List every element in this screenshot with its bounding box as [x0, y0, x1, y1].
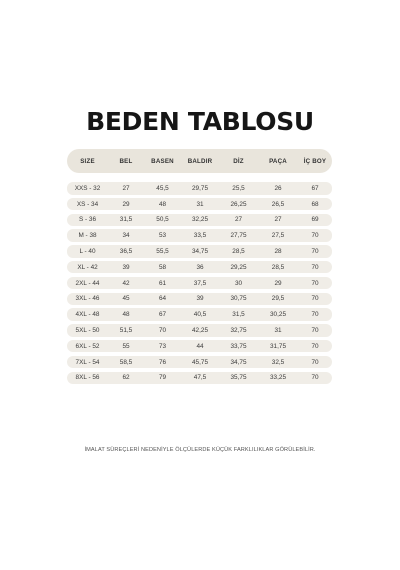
- measurement-cell: 31: [274, 326, 282, 334]
- column-header-size: SIZE: [80, 157, 95, 165]
- measurement-cell: 73: [158, 342, 167, 350]
- measurement-cell: 34,75: [230, 358, 247, 366]
- measurement-cell: 26,5: [271, 200, 285, 208]
- measurement-cell: 32,75: [230, 326, 247, 334]
- measurement-cell: 70: [311, 295, 319, 303]
- measurement-cell: 28,5: [232, 247, 245, 255]
- measurement-cell: 30: [234, 279, 243, 287]
- measurement-cell: 31,5: [232, 311, 245, 319]
- measurement-cell: 58,5: [119, 358, 133, 366]
- table-row: [67, 229, 332, 242]
- measurement-cell: 70: [311, 311, 319, 319]
- size-label-cell: 8XL - 56: [75, 374, 100, 382]
- measurement-cell: 67: [311, 184, 319, 192]
- measurement-cell: 37,5: [193, 279, 207, 287]
- measurement-cell: 39: [196, 295, 204, 303]
- measurement-cell: 31,5: [119, 216, 133, 224]
- column-header-diz: DİZ: [233, 157, 244, 165]
- measurement-cell: 68: [311, 200, 319, 208]
- measurement-cell: 45,75: [192, 358, 208, 366]
- measurement-cell: 40,5: [193, 311, 207, 319]
- column-header-bel: BEL: [119, 157, 133, 165]
- table-header: [67, 149, 332, 173]
- measurement-cell: 51,5: [119, 326, 133, 334]
- table-row: [67, 372, 332, 385]
- measurement-cell: 29: [122, 200, 130, 208]
- table-row: [67, 277, 332, 290]
- measurement-cell: 31: [196, 200, 204, 208]
- measurement-cell: 55,5: [156, 247, 169, 255]
- measurement-cell: 27,75: [230, 232, 247, 240]
- measurement-cell: 58: [158, 263, 167, 271]
- measurement-cell: 25,5: [232, 184, 245, 192]
- size-label-cell: S - 36: [78, 216, 97, 224]
- measurement-cell: 53: [158, 232, 167, 240]
- table-row: [67, 340, 332, 353]
- measurement-cell: 67: [158, 311, 167, 319]
- measurement-cell: 29: [274, 279, 282, 287]
- measurement-cell: 64: [158, 295, 167, 303]
- size-table: [67, 149, 332, 387]
- measurement-cell: 50,5: [156, 216, 169, 224]
- measurement-cell: 33,5: [193, 232, 207, 240]
- measurement-cell: 42,25: [192, 326, 208, 334]
- size-label-cell: 4XL - 48: [75, 311, 100, 319]
- measurement-cell: 45,5: [156, 184, 169, 192]
- measurement-cell: 70: [311, 342, 319, 350]
- measurement-cell: 29,25: [230, 263, 247, 271]
- size-label-cell: 6XL - 52: [75, 342, 100, 350]
- measurement-cell: 42: [122, 279, 130, 287]
- size-label-cell: 7XL - 54: [75, 358, 100, 366]
- size-label-cell: 5XL - 50: [75, 326, 100, 334]
- table-row: [67, 261, 332, 274]
- measurement-cell: 48: [122, 311, 130, 319]
- measurement-cell: 27,5: [271, 232, 285, 240]
- measurement-cell: 32,25: [192, 216, 208, 224]
- table-row: [67, 324, 332, 337]
- table-row: [67, 293, 332, 306]
- measurement-cell: 45: [122, 295, 130, 303]
- measurement-cell: 70: [158, 326, 167, 334]
- disclaimer-note: İMALAT SÜREÇLERİ NEDENİYLE ÖLÇÜLERDE KÜÇÜK FARKLILIKLAR GÖRÜLEBİLİR.: [84, 447, 316, 453]
- size-label-cell: 3XL - 46: [75, 295, 100, 303]
- size-label-cell: XS - 34: [76, 200, 99, 208]
- measurement-cell: 27: [234, 216, 243, 224]
- measurement-cell: 34: [122, 232, 130, 240]
- measurement-cell: 31,75: [270, 342, 286, 350]
- measurement-cell: 35,75: [230, 374, 247, 382]
- measurement-cell: 34,75: [192, 247, 208, 255]
- page-title: BEDEN TABLOSU: [86, 107, 314, 136]
- table-body: [67, 182, 332, 384]
- column-header-paca: PAÇA: [269, 157, 287, 165]
- measurement-cell: 29,5: [271, 295, 285, 303]
- measurement-cell: 39: [122, 263, 130, 271]
- measurement-cell: 70: [311, 374, 319, 382]
- measurement-cell: 28: [274, 247, 282, 255]
- measurement-cell: 79: [158, 374, 167, 382]
- measurement-cell: 70: [311, 247, 319, 255]
- measurement-cell: 33,25: [270, 374, 286, 382]
- measurement-cell: 29,75: [192, 184, 208, 192]
- size-label-cell: M - 38: [78, 232, 97, 240]
- measurement-cell: 30,75: [230, 295, 247, 303]
- measurement-cell: 27: [274, 216, 282, 224]
- measurement-cell: 30,25: [270, 311, 286, 319]
- table-row: [67, 214, 332, 227]
- measurement-cell: 48: [158, 200, 167, 208]
- measurement-cell: 32,5: [271, 358, 285, 366]
- measurement-cell: 26: [274, 184, 282, 192]
- size-label-cell: XXS - 32: [74, 184, 101, 192]
- size-label-cell: XL - 42: [77, 263, 98, 271]
- measurement-cell: 70: [311, 232, 319, 240]
- measurement-cell: 69: [311, 216, 319, 224]
- measurement-cell: 36: [196, 263, 204, 271]
- table-row: [67, 308, 332, 321]
- measurement-cell: 70: [311, 326, 319, 334]
- measurement-cell: 44: [196, 342, 204, 350]
- measurement-cell: 62: [122, 374, 130, 382]
- measurement-cell: 55: [122, 342, 130, 350]
- measurement-cell: 47,5: [193, 374, 207, 382]
- table-row: [67, 198, 332, 211]
- size-label-cell: L - 40: [79, 247, 96, 255]
- measurement-cell: 26,25: [230, 200, 247, 208]
- measurement-cell: 27: [122, 184, 130, 192]
- measurement-cell: 61: [158, 279, 167, 287]
- size-label-cell: 2XL - 44: [75, 279, 100, 287]
- measurement-cell: 28,5: [271, 263, 285, 271]
- column-header-ic-boy: İÇ BOY: [303, 157, 327, 165]
- measurement-cell: 70: [311, 358, 319, 366]
- measurement-cell: 70: [311, 279, 319, 287]
- measurement-cell: 76: [158, 358, 167, 366]
- table-row: [67, 245, 332, 258]
- measurement-cell: 33,75: [230, 342, 247, 350]
- measurement-cell: 70: [311, 263, 319, 271]
- column-header-baldir: BALDIR: [187, 157, 213, 165]
- measurement-cell: 36,5: [119, 247, 133, 255]
- table-row: [67, 356, 332, 369]
- table-row: [67, 182, 332, 195]
- column-header-basen: BASEN: [151, 157, 174, 165]
